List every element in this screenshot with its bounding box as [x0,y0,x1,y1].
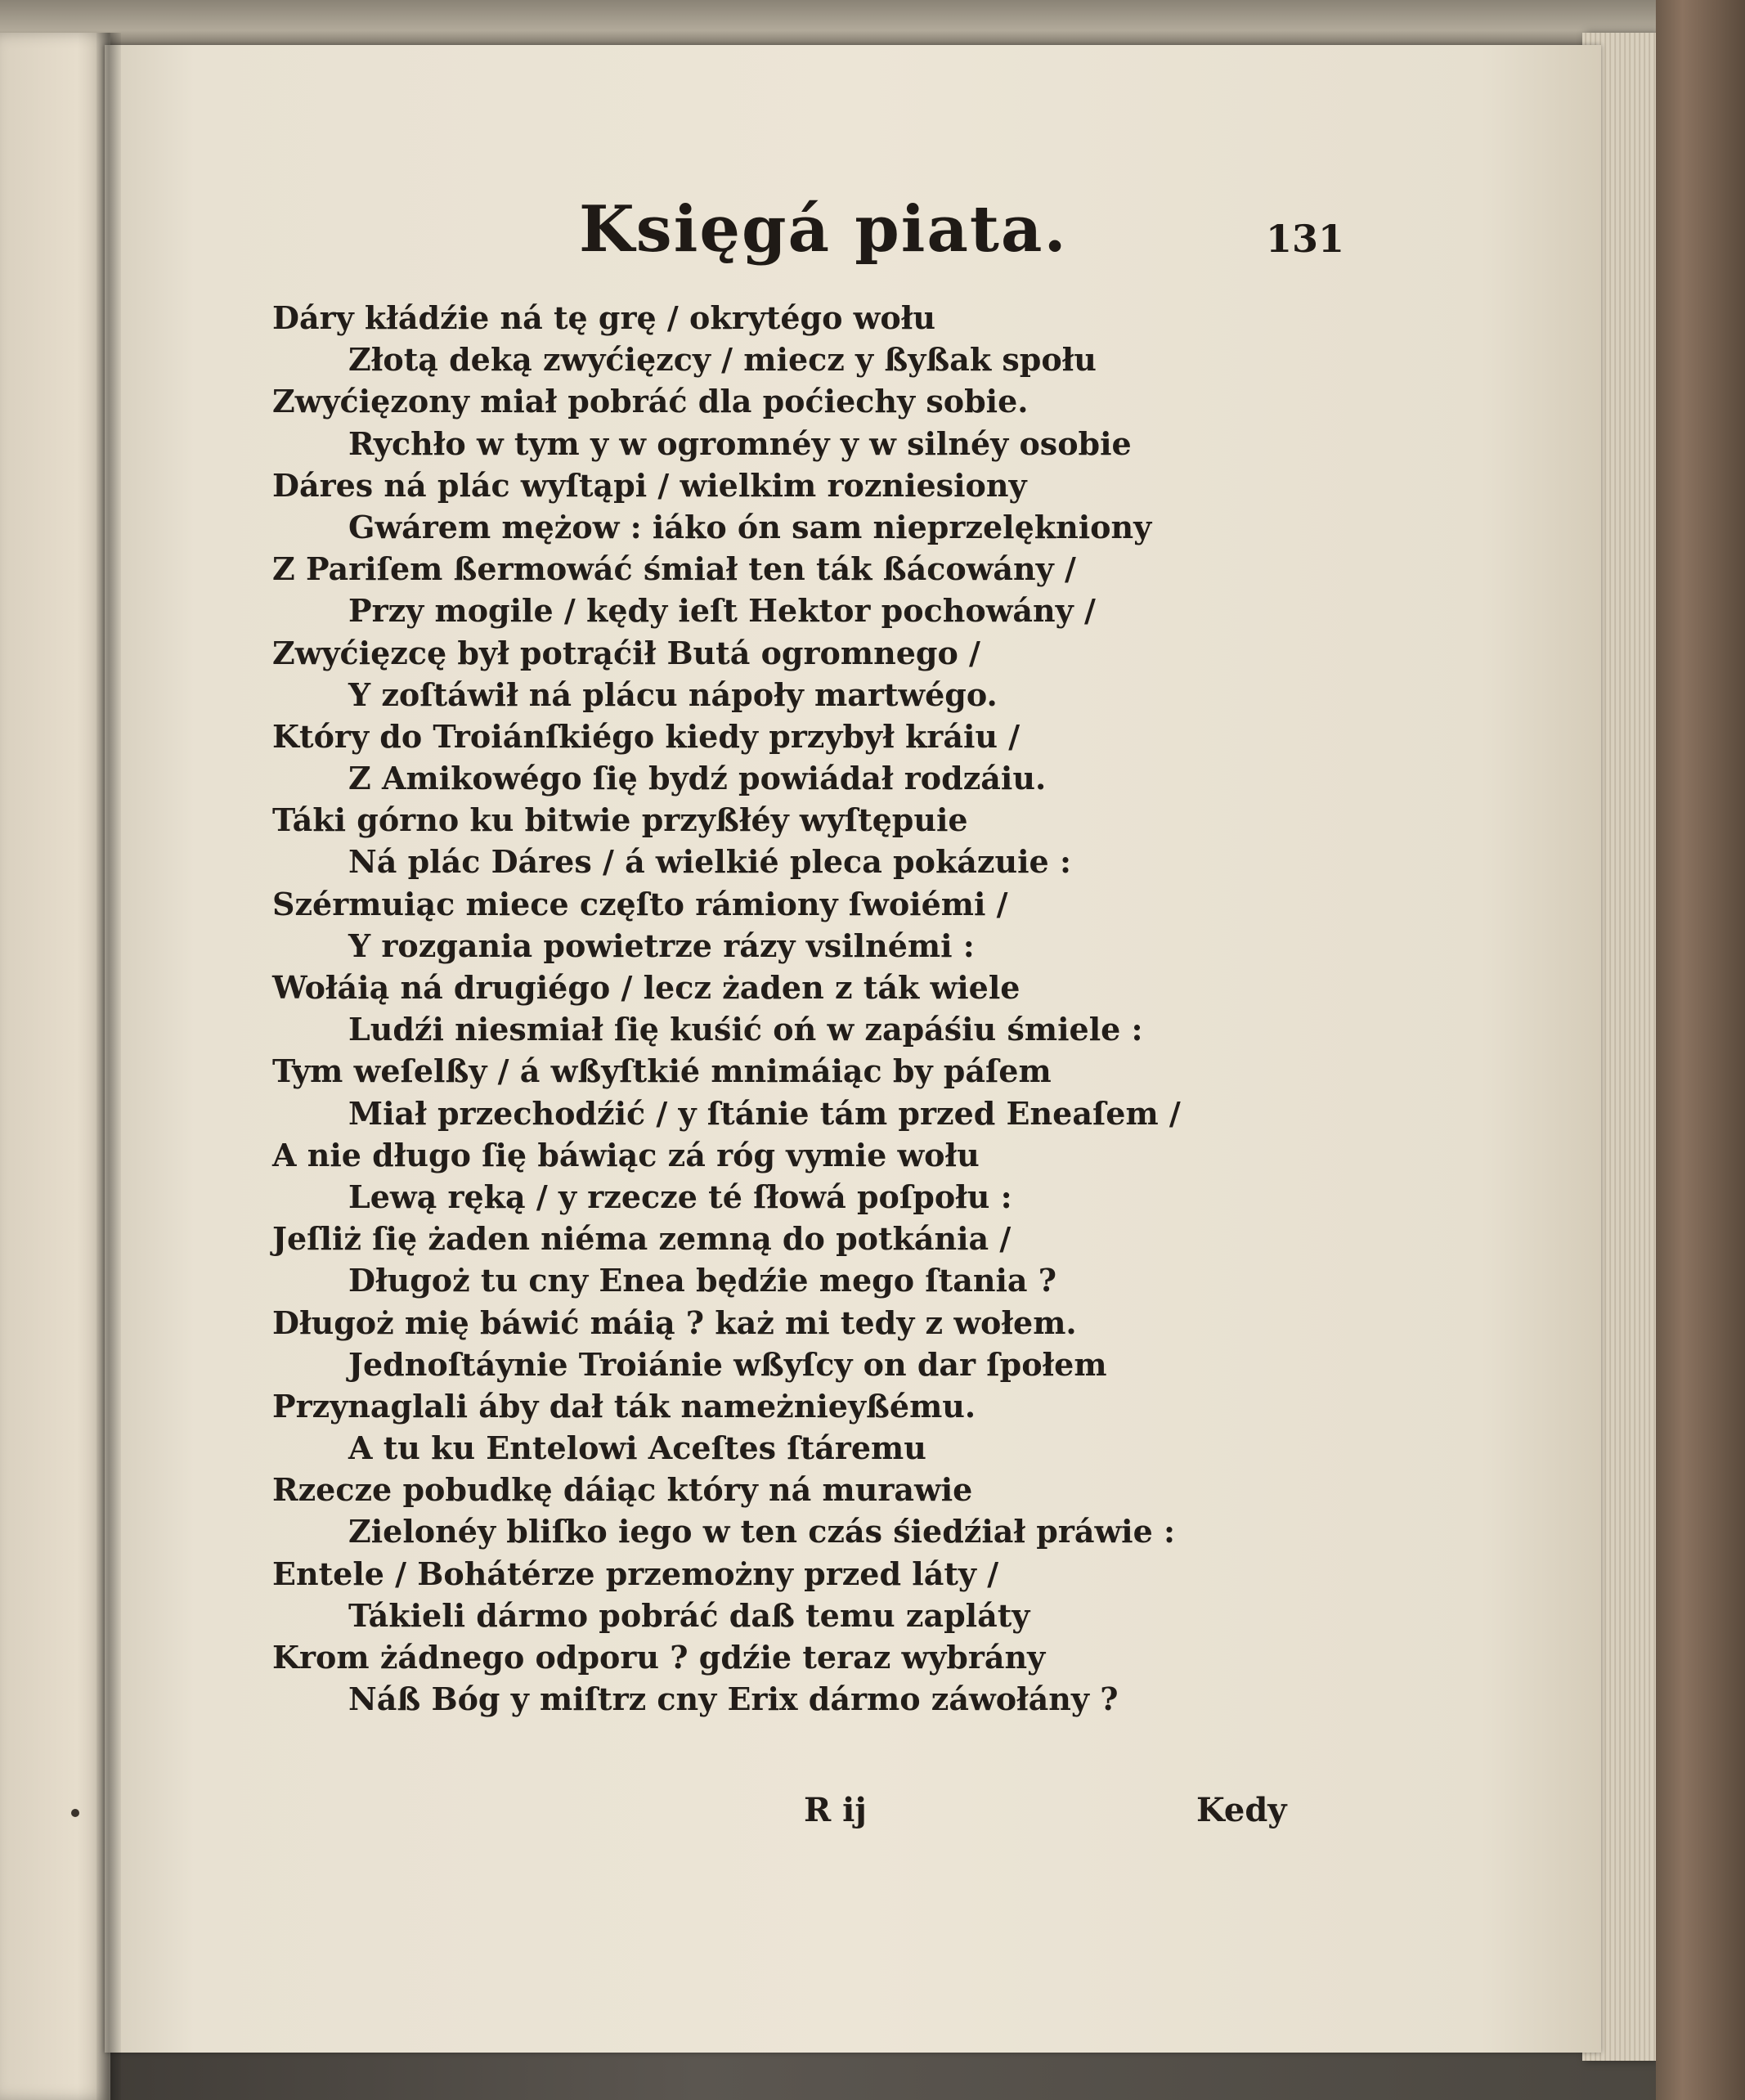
verse-line: Náß Bóg y miſtrz cny Erix dármo záwołány ? [348,1680,1119,1718]
verse-line: Gwárem mężow : iáko ón sam nieprzelękniony [348,508,1152,545]
binding-top-edge [0,0,1745,51]
catchword: Kedy [1196,1791,1287,1829]
verse-line: Ludźi niesmiał ſię kuśić oń w zapáśiu śmiele : [348,1011,1143,1048]
verse-line: Złotą deką zwyćięzcy / miecz y ßyßak społu [348,341,1097,379]
verse-line: Długoż mię báwić máią ? każ mi tedy z wołem. [272,1304,1077,1341]
signature-mark: R ij [804,1791,867,1829]
verse-text-block [105,297,1601,1720]
verse-line: Tákieli dármo pobráć daß temu zapláty [348,1596,1030,1634]
verse-line: Który do Troiánſkiégo kiedy przybył kráiu / [272,717,1021,755]
verse-line: Y rozgania powietrze rázy vsilnémi : [348,927,975,964]
verse-line: Przynaglali áby dał ták nameżnieyßému. [272,1387,976,1425]
verse-line: Długoż tu cny Enea będźie mego ſtania ? [348,1262,1057,1299]
verse-line: Zwyćięzony miał pobráć dla poćiechy sobie. [272,383,1029,420]
verse-line: A nie długo ſię báwiąc zá róg vymie wołu [272,1136,980,1173]
verse-line: Entele / Bohátérze przemożny przed láty / [272,1555,999,1592]
verse-line: Szérmuiąc miece częſto rámiony ſwoiémi / [272,885,1008,922]
verse-line: Z Pariſem ßermowáć śmiał ten ták ßácowány / [272,550,1076,588]
verse-line: Táki górno ku bitwie przyßłéy wyſtępuie [272,801,968,839]
verse-line: Lewą ręką / y rzecze té ſłowá poſpołu : [348,1178,1012,1215]
verse-line: Wołáią ná drugiégo / lecz żaden z ták wiele [272,969,1021,1006]
verse-line: Tym weſelßy / á wßyſtkié mnimáiąc by páſem [272,1052,1052,1090]
page-footer [105,1791,1601,1840]
ink-dot [71,1809,79,1817]
verse-line: Przy mogile / kędy ieſt Hektor pochowány / [348,592,1096,630]
recto-page [105,45,1601,2053]
verse-line: Rychło w tym y w ogromnéy y w silnéy osobie [348,424,1132,462]
verse-line: Ná plác Dáres / á wielkié pleca pokázuie : [348,843,1071,881]
book-gutter [96,33,121,2100]
page-header [105,159,1601,307]
folio-number: 131 [1266,217,1345,261]
verse-line: Miał przechodźić / y ſtánie tám przed Eneaſem / [348,1094,1181,1132]
verse-line: A tu ku Entelowi Aceſtes ſtáremu [348,1429,926,1467]
verse-line: Dáres ná plác wyſtąpi / wielkim rozniesiony [272,466,1027,504]
verse-line: Jednoſtáynie Troiánie wßyſcy on dar ſpołem [348,1345,1107,1383]
running-title: Księgá piata. [579,192,1068,267]
verse-line: Z Amikowégo ſię bydź powiádał rodzáiu. [348,760,1047,797]
verse-line: Zielonéy bliſko iego w ten czás śiedźiał práwie : [348,1513,1176,1550]
verse-line: Zwyćięzcę był potrąćił Butá ogromnego / [272,634,980,671]
verse-line: Krom żádnego odporu ? gdźie teraz wybrány [272,1639,1046,1676]
verse-line: Jeſliż ſię żaden niéma zemną do potkánia / [272,1220,1012,1258]
verse-line: Y zoſtáwił ná plácu nápoły martwégo. [348,675,998,713]
book-cover-edge [1656,0,1745,2100]
verse-line: Dáry kłádźie ná tę grę / okrytégo wołu [272,299,935,336]
left-page-edge [0,33,110,2100]
verse-line: Rzecze pobudkę dáiąc który ná murawie [272,1471,973,1509]
